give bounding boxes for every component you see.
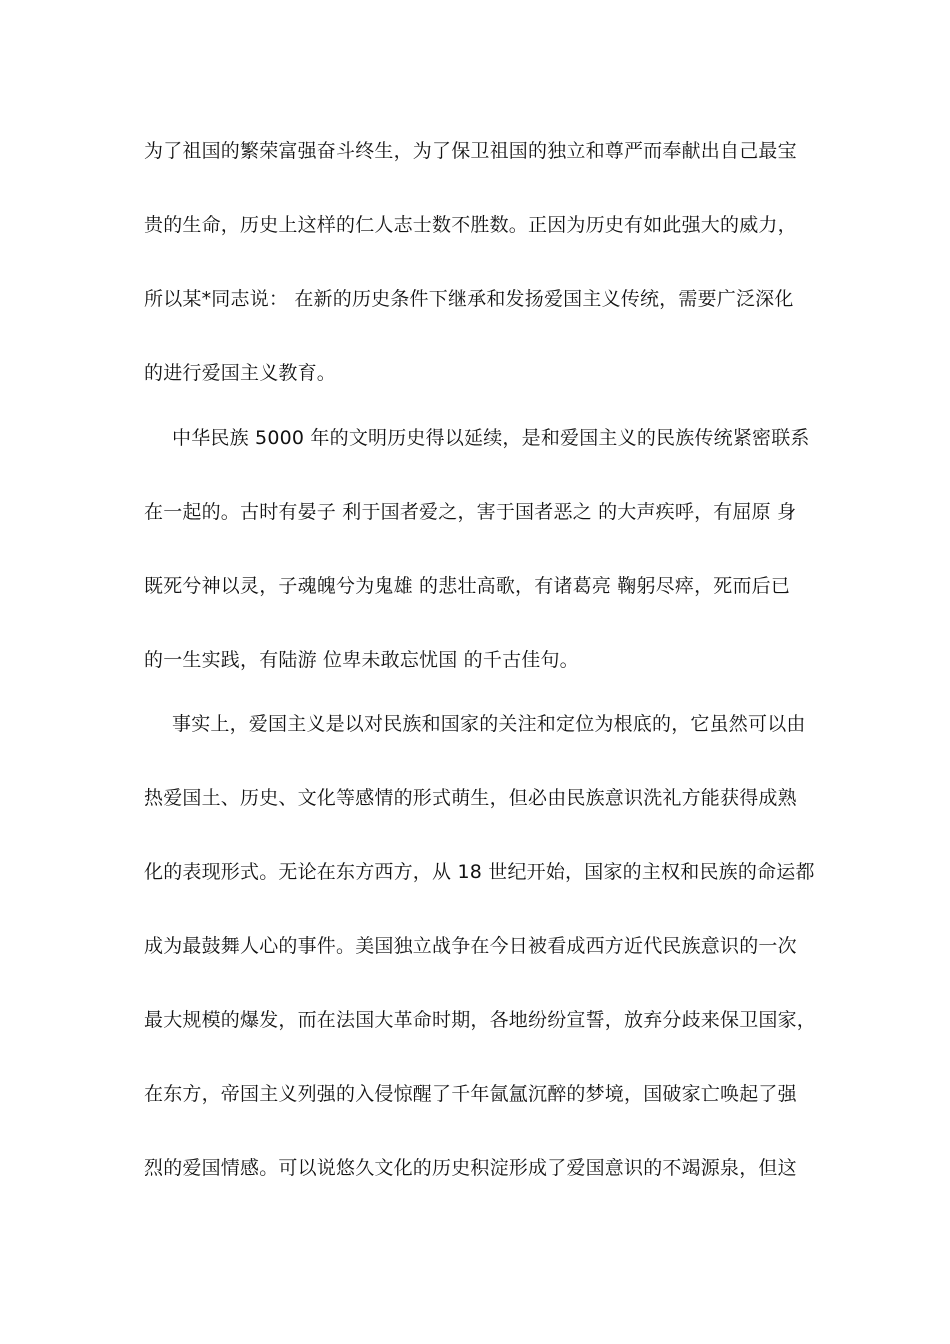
text-line: 为了祖国的繁荣富强奋斗终生，为了保卫祖国的独立和尊严而奉献出自己最宝 (144, 140, 797, 162)
text-line: 的进行爱国主义教育。 (144, 362, 337, 384)
text-line: 贵的生命，历史上这样的仁人志士数不胜数。正因为历史有如此强大的威力， (144, 214, 797, 236)
text-line: 既死兮神以灵，子魂魄兮为鬼雄 的悲壮高歌，有诸葛亮 鞠躬尽瘁，死而后已 (144, 575, 791, 597)
text-line: 在一起的。古时有晏子 利于国者爱之，害于国者恶之 的大声疾呼，有屈原 身 (144, 501, 797, 523)
text-line: 的一生实践，有陆游 位卑未敢忘忧国 的千古佳句。 (144, 649, 579, 671)
text-line: 热爱国土、历史、文化等感情的形式萌生，但必由民族意识洗礼方能获得成熟 (144, 787, 797, 809)
text-line: 所以某*同志说： 在新的历史条件下继承和发扬爱国主义传统，需要广泛深化 (144, 288, 794, 310)
text-line: 在东方，帝国主义列强的入侵惊醒了千年氤氲沉醉的梦境，国破家亡唤起了强 (144, 1083, 797, 1105)
text-line: 成为最鼓舞人心的事件。美国独立战争在今日被看成西方近代民族意识的一次 (144, 935, 797, 957)
text-line: 化的表现形式。无论在东方西方，从 18 世纪开始，国家的主权和民族的命运都 (144, 861, 815, 883)
text-line: 最大规模的爆发，而在法国大革命时期，各地纷纷宣誓，放弃分歧来保卫国家， (144, 1009, 817, 1031)
paragraph-start-line: 事实上，爱国主义是以对民族和国家的关注和定位为根底的，它虽然可以由 (172, 713, 806, 735)
paragraph-start-line: 中华民族 5000 年的文明历史得以延续，是和爱国主义的民族传统紧密联系 (172, 427, 810, 449)
text-line: 烈的爱国情感。可以说悠久文化的历史积淀形成了爱国意识的不竭源泉，但这 (144, 1157, 797, 1179)
